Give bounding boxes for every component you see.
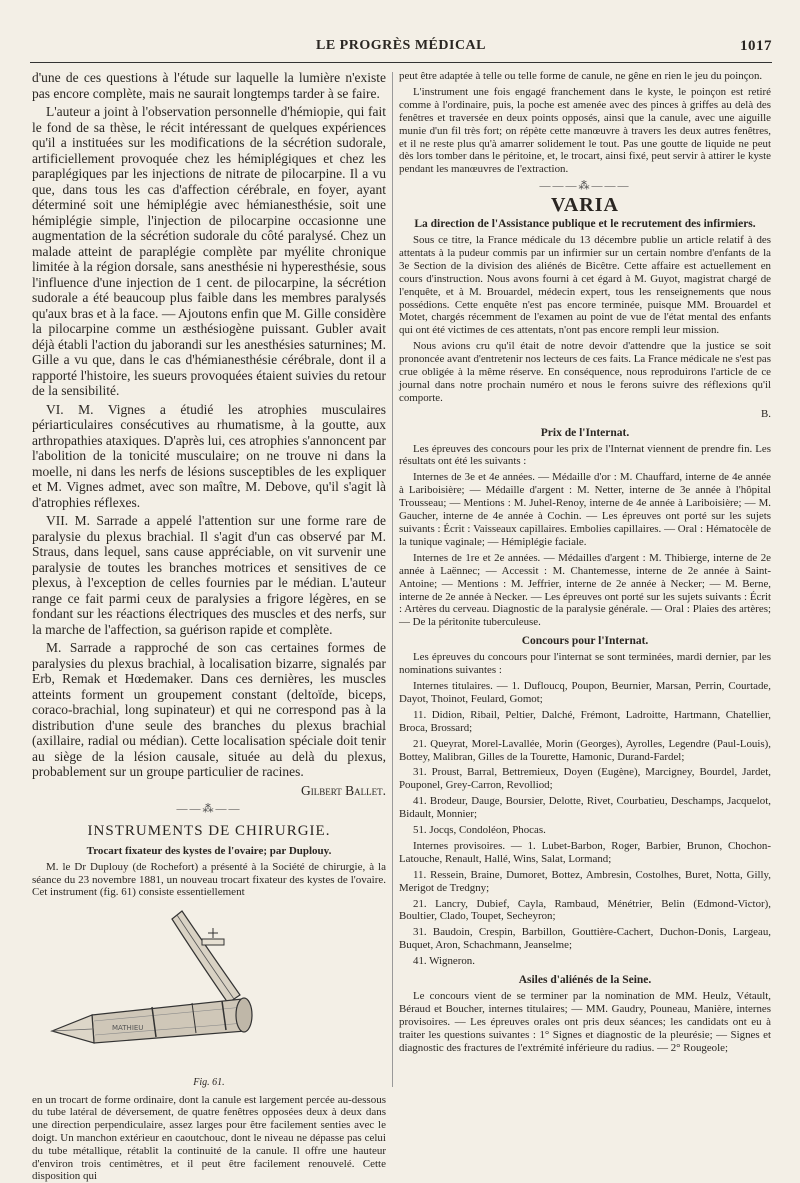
section-title: INSTRUMENTS DE CHIRURGIE.	[87, 822, 331, 839]
paragraph: Internes de 1re et 2e années. — Médailles d'argent : M. Thibierge, interne de 2e année à Laënnec; — Accessit : M. Chantemesse, interne de 2e année à Saint-Antoine; — Mentions : M. Jeffrier, interne de 2e année à Necker; — M. Berne, interne de 2e année à Necker. — Les épreuves ont porté sur les sujets suivants : Écrit : Artères du cerveau. Diagnostic de la paralysie générale. — Oral : Plaies des artères; — De la péritonite tuberculeuse.	[399, 551, 771, 629]
paragraph: M. Sarrade a rapproché de son cas certaines formes de paralysies du plexus brachial, à localisation bizarre, signalés par Erb, Remak et Hœdemaker. Dans ces dernières, les muscles atteints forment un groupement constant (deltoïde, biceps, coraco-brachial, long supinateur) et qui ne correspond pas à la distribution d'une seule des branches du plexus brachial (axillaire, radial ou médian). Cette localisation spéciale doit tenir au siège de la lésion causale, située au delà du plexus, probablement sur un groupe particulier de racines.	[32, 640, 386, 779]
paragraph: Internes de 3e et 4e années. — Médaille d'or : M. Chauffard, interne de 4e année à Lariboisière; — Médaille d'argent : M. Netter, interne de 3e année à l'hôpital Trousseau; — Mentions : M. Juhel-Renoy, interne de 4e année à Lariboisière; — M. Gaucher, interne de 4e année à Cochin. — Les épreuves ont porté sur les sujets suivants : Écrit : Vaisseaux capillaires. Embolies capillaires. — Oral : Hématocèle de la tunique vaginale; — Hémiplégie faciale.	[399, 471, 771, 548]
paragraph: 11. Didion, Ribail, Peltier, Dalché, Frémont, Ladroitte, Hartmann, Chatellier, Broca, Brossard;	[399, 708, 771, 734]
article-title: Prix de l'Internat.	[540, 426, 630, 439]
article-title: Concours pour l'Internat.	[521, 635, 649, 648]
header-rule	[30, 62, 772, 63]
signature: Gilbert Ballet.	[301, 782, 386, 798]
section-title-varia: VARIA	[551, 194, 619, 217]
paragraph: 51. Jocqs, Condoléon, Phocas.	[413, 824, 546, 837]
paragraph: M. le Dr Duplouy (de Rochefort) a présenté à la Société de chirurgie, à la séance du 23 novembre 1881, un nouveau trocart fixateur des kystes de l'ovaire. Cet instrument (fig. 61) consiste essentiellement	[32, 860, 386, 899]
article-title: La direction de l'Assistance publique et le recrutement des infirmiers.	[414, 218, 756, 231]
paragraph: Sous ce titre, la France médicale du 13 décembre publie un article relatif à des attentats à la pudeur commis par un infirmier sur un certain nombre d'enfants de la 3e Section de la division des aliénés de Bicêtre. Cette affaire est actuellement en cours d'instruction. Nous avons fourni à cet égard à M. Guyot, magistrat chargé de l'enquête, et à M. Brouardel, médecin expert, tous les renseignements que nous possédions. Cette enquête n'est pas encore terminée, puisque MM. Brouardel et Motet, chargés récemment de l'examen au point de vue de l'état mental des enfants qui ont été victimes de ces attentats, n'ont pas encore rempli leur mission.	[399, 233, 771, 337]
trocart-illustration	[32, 903, 386, 1053]
right-column	[399, 70, 771, 1089]
paragraph: peut être adaptée à telle ou telle forme de canule, ne gêne en rien le jeu du poinçon.	[399, 70, 763, 82]
paragraph: VII. M. Sarrade a appelé l'attention sur une forme rare de paralysie du plexus brachial. Il s'agit d'un cas observé par M. Straus, dans lequel, sans cause appréciable, on vit survenir une paralysie de toutes les branches motrices et sensitives de ce plexus, à l'exception de celles fournies par le médian. L'auteur range ce fait parmi ceux de paralysies a frigore légères, en se fondant sur les réactions électriques des muscles et des nerfs, sur la marche de l'affection, sa guérison rapide et complète.	[32, 513, 386, 637]
maker-mark: MATHIEU	[112, 1024, 144, 1033]
figure-trocart	[32, 903, 386, 1073]
paragraph: d'une de ces questions à l'étude sur laquelle la lumière n'existe pas encore complète, mais ne saurait longtemps tarder à se faire.	[32, 70, 386, 101]
page-header	[30, 38, 772, 60]
paragraph: Internes titulaires. — 1. Dufloucq, Poupon, Beurnier, Marsan, Perrin, Courtade, Dayot, Thoinot, Feulard, Gomot;	[399, 679, 771, 705]
paragraph: 41. Brodeur, Dauge, Boursier, Delotte, Rivet, Courbatieu, Deschamps, Jacquelot, Bidault, Monnier;	[399, 795, 771, 821]
paragraph: Internes provisoires. — 1. Lubet-Barbon, Roger, Barbier, Brunon, Chochon-Latouche, Renault, Hallé, Wins, Salat, Lormand;	[399, 839, 771, 865]
paragraph: 11. Ressein, Braine, Dumoret, Bottez, Ambresin, Costolhes, Buret, Notta, Gilly, Merigot de Tredgny;	[399, 868, 771, 894]
ornament-divider: ——⁂——	[176, 803, 242, 815]
paragraph: 21. Lancry, Dubief, Cayla, Rambaud, Ménétrier, Belin (Edmond-Victor), Boultier, Clado, Toupet, Secheyron;	[399, 897, 771, 923]
paragraph: 21. Queyrat, Morel-Lavallée, Morin (Georges), Ayrolles, Legendre (Paul-Louis), Bottey, Malibran, Gilles de la Tourette, Hamonic, Durand-Fardel;	[399, 737, 771, 763]
paragraph: 31. Baudoin, Crespin, Barbillon, Gouttière-Cachert, Duchon-Donis, Largeau, Buquet, Aron, Schachmann, Jeanselme;	[399, 926, 771, 952]
paragraph: 31. Proust, Barral, Bettremieux, Doyen (Eugène), Marcigney, Bourdel, Jardet, Pouponel, Grey-Carron, Revolliod;	[399, 766, 771, 792]
paragraph: 41. Wigneron.	[413, 955, 475, 968]
paragraph: VI. M. Vignes a étudié les atrophies musculaires périarticulaires consécutives au rhumatisme, à la goutte, aux arthropathies ataxiques. D'après lui, ces atrophies s'annoncent par l'abolition de la tonicité musculaire; on ne trouve ni dans la moelle, ni dans les nerfs de lésions susceptibles de les expliquer et M. Vignes admet, avec son maître, M. Debove, qu'il s'agit là d'atrophies réflexes.	[32, 401, 386, 510]
paragraph: en un trocart de forme ordinaire, dont la canule est largement percée au-dessous du tube latéral de déversement, de quatre fenêtres opposées deux à deux dans une direction perpendiculaire, assez larges pour être facilement senties avec le doigt. Un manchon extérieur en caoutchouc, dont le niveau ne dépasse pas celui du tube métallique, rétablit la continuité de la canule. Il offre une hauteur d'environ trois centimètres, et il peut être facilement renouvelé. Cette disposition qui	[32, 1093, 386, 1183]
signature: B.	[761, 407, 771, 420]
journal-title: LE PROGRÈS MÉDICAL	[315, 38, 487, 53]
paragraph: L'instrument une fois engagé franchement dans le kyste, le poinçon est retiré comme à l'ordinaire, puis, la poche est amenée avec des pinces à griffes au delà des fenêtres et traversée en deux points opposés, ainsi que la canule, avec une aiguille munie d'un fil très fort; on répète cette manœuvre à travers les deux autres fenêtres, et il ne reste plus qu'à amarrer solidement le tout. Pas une goutte de liquide ne peut dès lors tomber dans le péritoine, et, le trocart, ainsi fixé, peut servir à attirer le kyste pendant les manœuvres de l'extraction.	[399, 85, 771, 176]
article-title: Trocart fixateur des kystes de l'ovaire; par Duplouy.	[86, 845, 332, 857]
paragraph: L'auteur a joint à l'observation personnelle d'hémiopie, qui fait le fond de sa thèse, le récit intéressant de quelques expériences qu'il a instituées sur les modifications de la sécrétion sudorale, artificiellement provoquée chez les hémiplégiques et chez les paraplégiques par les injections de nitrate de pilocarpine. Il a vu que, dans tous les cas d'affection cérébrale, en foyer, ayant déterminé soit une hémiplégie avec hémianesthésie, soit une hémiplégie simple, l'injection de pilocarpine occasionne une augmentation de la sécrétion sudorale du côté paralysé. Chez un malade atteint de paraplégie complète par myélite chronique limitée à la région dorsale, sans anesthésie ni hyperesthésie, sous l'influence d'une injection de 1 cent. de pilocarpine, la sécrétion sudorale a été beaucoup plus faible dans les membres paralysés qu'aux bras et à la face. — Ajoutons enfin que M. Gille considère la pilocarpine comme un æsthésiogène puissant. Gubler avait déjà établi l'action du jaborandi sur les anesthésies saturnines; M. Gille a vu que, dans le cas d'hémianesthésie cérébrale, dont il a rapporté l'histoire, les sueurs provoquées étaient suivies du retour de la sensibilité.	[32, 104, 386, 398]
ornament-divider: ———⁂———	[539, 180, 631, 193]
column-divider	[392, 72, 393, 1087]
paragraph: Le concours vient de se terminer par la nomination de MM. Heulz, Vétault, Béraud et Boucher, internes titulaires; — MM. Gaudry, Pouneau, Manière, internes provisoires. — Les épreuves orales ont pris deux séances; les candidats ont eu à traiter les questions suivantes : 1° Signes et diagnostic de la pleurésie; — Signes et diagnostic des fractures de l'extrémité inférieure du radius. — 2° Rougeole;	[399, 990, 771, 1054]
figure-caption: Fig. 61.	[193, 1077, 225, 1089]
article-title: Asiles d'aliénés de la Seine.	[518, 974, 652, 987]
paragraph: Les épreuves du concours pour l'internat se sont terminées, mardi dernier, par les nominations suivantes :	[399, 651, 771, 677]
paragraph: Les épreuves des concours pour les prix de l'Internat viennent de prendre fin. Les résultats ont été les suivants :	[399, 442, 771, 468]
paragraph: Nous avions cru qu'il était de notre devoir d'attendre que la justice se soit prononcée avant d'entretenir nos lecteurs de ces faits. La France médicale ne s'est pas crue obligée à la même réserve. En conséquence, nous reproduirons l'article de ce journal dans notre prochain numéro et nous le ferons suivre des réflexions qu'il comporte.	[399, 340, 771, 404]
left-column	[32, 70, 386, 1183]
page-number: 1017	[740, 38, 772, 54]
